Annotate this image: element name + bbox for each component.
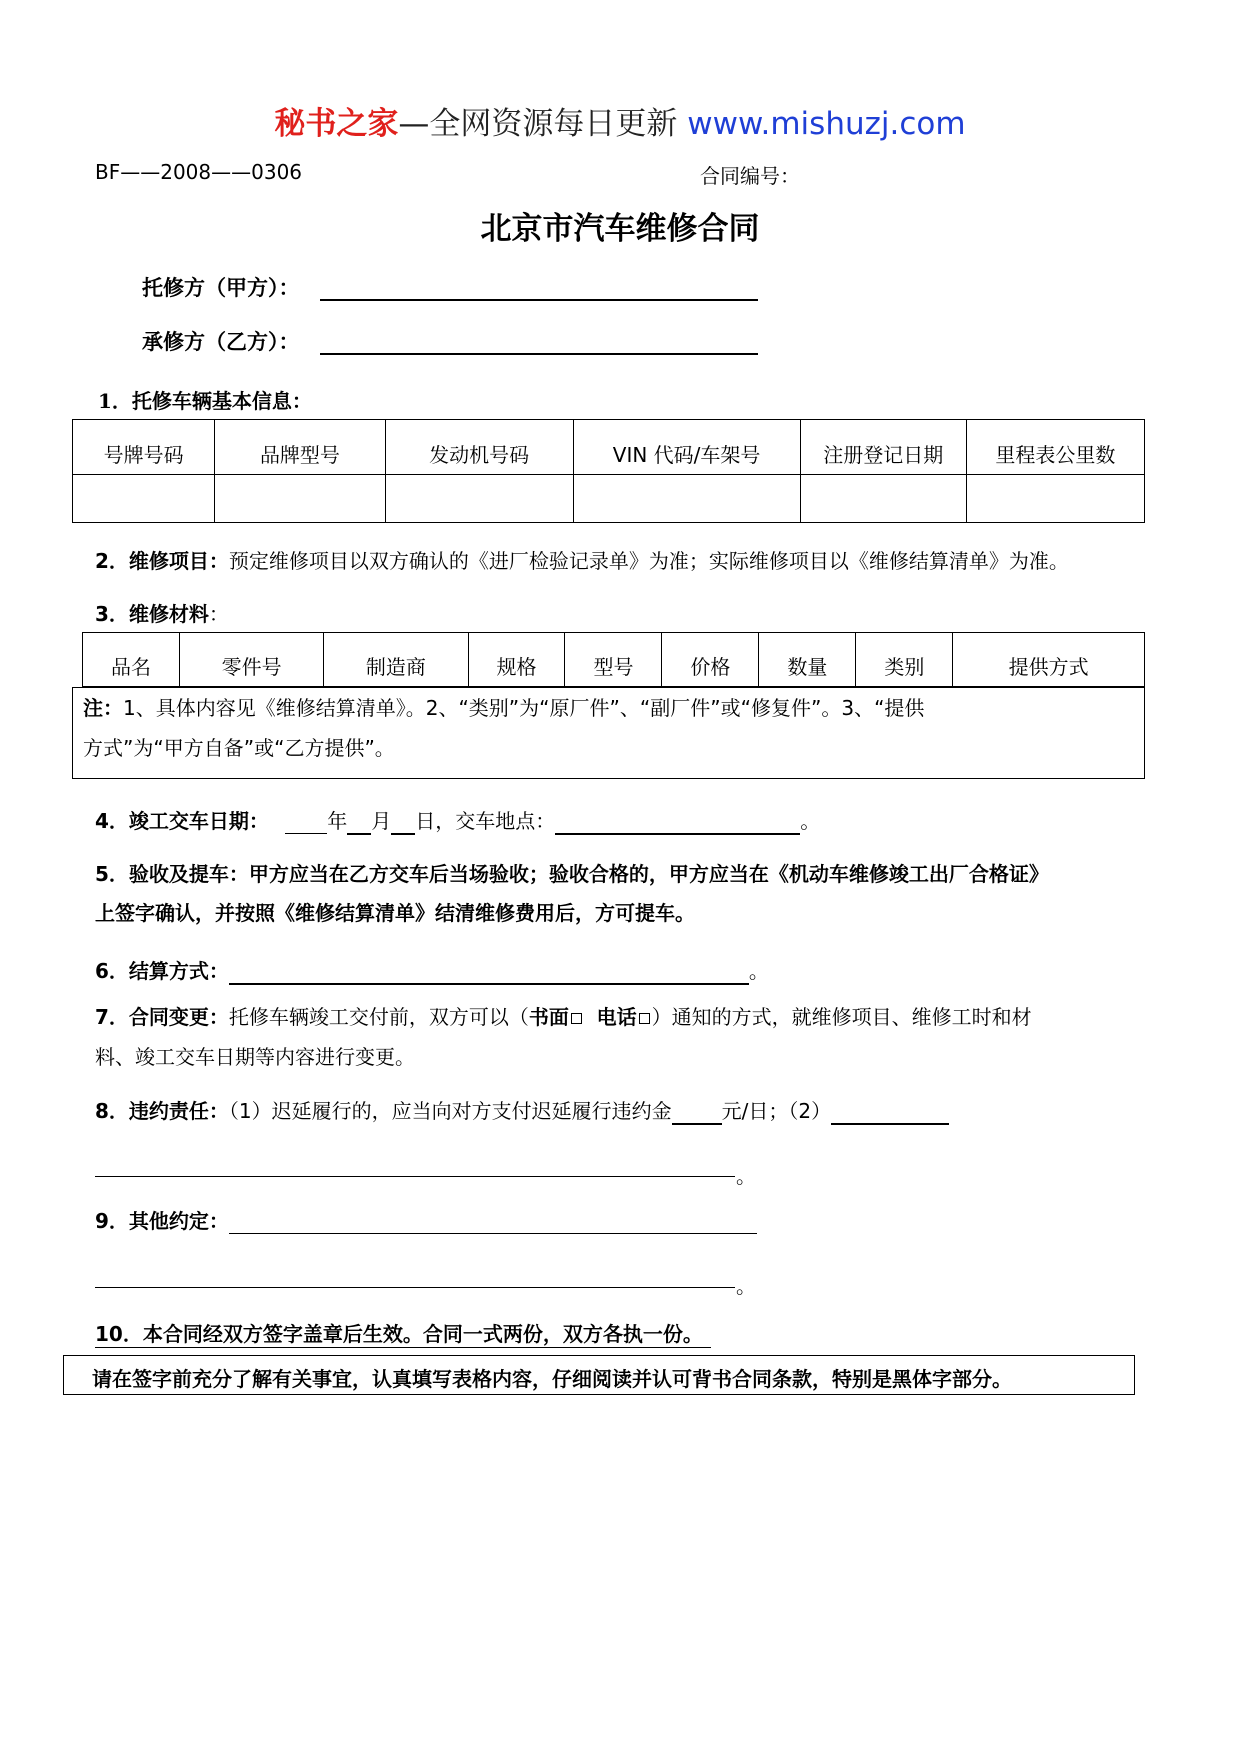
year-field[interactable]: [285, 809, 327, 834]
settlement-section: 6．结算方式： 。: [95, 959, 769, 983]
party-b-field[interactable]: [320, 353, 758, 355]
vehicle-info-table: [72, 419, 1145, 523]
penalty-amount-field[interactable]: [672, 1099, 722, 1125]
breach-section: 8．违约责任：（1）迟延履行的，应当向对方支付迟延履行违约金 元/日；（2）: [95, 1095, 949, 1125]
document-code: BF——2008——0306: [95, 160, 303, 184]
materials-table: [82, 632, 1145, 687]
contract-change-line1: 7．合同变更：托修车辆竣工交付前，双方可以（书面 电话 ）通知的方式，就维修项目、维修工时和材: [95, 1005, 1032, 1029]
other-terms-continuation-field[interactable]: [95, 1287, 735, 1288]
table-header: 数量: [759, 633, 856, 687]
other-terms-section: 9．其他约定：: [95, 1205, 757, 1234]
table-header: 品名: [83, 633, 180, 687]
day-field[interactable]: [391, 809, 415, 835]
repair-items-section: 2．维修项目：预定维修项目以双方确认的《进厂检验记录单》为准；实际维修项目以《维修结算清单》为准。: [95, 549, 1069, 573]
acceptance-line1: 5．验收及提车：甲方应当在乙方交车后当场验收；验收合格的，甲方应当在《机动车维修竣工出厂合格证》: [95, 862, 1049, 886]
table-header: 号牌号码: [73, 420, 215, 475]
table-cell-input[interactable]: [573, 475, 800, 523]
materials-header-row: [83, 633, 1145, 687]
party-a-field[interactable]: [320, 299, 758, 301]
table-header: 规格: [468, 633, 565, 687]
table-header: 提供方式: [953, 633, 1145, 687]
signing-notice-text: 请在签字前充分了解有关事宜，认真填写表格内容，仔细阅读并认可背书合同条款，特别是黑体字部分。: [92, 1367, 1012, 1391]
effectiveness-clause: 10．本合同经双方签字盖章后生效。合同一式两份，双方各执一份。: [95, 1318, 711, 1348]
table-cell-input[interactable]: [73, 475, 215, 523]
materials-note-line1: 注：1、具体内容见《维修结算清单》。2、“类别”为“原厂件”、“副厂件”或“修复件”。3、“提供: [83, 696, 925, 720]
materials-note-line2: 方式”为“甲方自备”或“乙方提供”。: [83, 736, 395, 760]
vehicle-info-label: 1．托修车辆基本信息：: [98, 389, 312, 413]
party-b-label: 承修方（乙方）：: [142, 330, 300, 354]
signing-notice-box: [63, 1355, 1135, 1395]
vehicle-info-header-row: [73, 420, 1145, 475]
contract-number-label: 合同编号：: [700, 164, 800, 188]
other-terms-field[interactable]: [229, 1209, 757, 1234]
document-title: 北京市汽车维修合同: [480, 211, 760, 247]
completion-date-section: 4．竣工交车日期： 年 月 日，交车地点： 。: [95, 809, 821, 833]
table-cell-input[interactable]: [385, 475, 573, 523]
table-header: 价格: [662, 633, 759, 687]
site-banner: [0, 104, 1240, 144]
table-cell-input[interactable]: [966, 475, 1144, 523]
phone-checkbox[interactable]: [639, 1013, 650, 1024]
materials-note-box: [72, 687, 1145, 779]
table-header: 零件号: [179, 633, 323, 687]
settlement-field[interactable]: [229, 959, 749, 985]
contract-change-line2: 料、竣工交车日期等内容进行变更。: [95, 1045, 415, 1069]
table-cell-input[interactable]: [215, 475, 385, 523]
table-header: 品牌型号: [215, 420, 385, 475]
materials-label: 3．维修材料：: [95, 602, 229, 626]
table-header: VIN 代码/车架号: [573, 420, 800, 475]
delivery-place-field[interactable]: [555, 809, 800, 835]
vehicle-info-input-row: [73, 475, 1145, 523]
breach-other-field[interactable]: [831, 1099, 949, 1125]
other-terms-end-mark: 。: [736, 1274, 756, 1298]
banner-brand: 秘书之家: [274, 106, 399, 142]
party-a-label: 托修方（甲方）：: [142, 276, 300, 300]
banner-url-link[interactable]: www.mishuzj.com: [687, 106, 966, 142]
table-header: 里程表公里数: [966, 420, 1144, 475]
table-header: 注册登记日期: [800, 420, 966, 475]
written-checkbox[interactable]: [571, 1013, 582, 1024]
table-header: 发动机号码: [385, 420, 573, 475]
month-field[interactable]: [347, 809, 371, 835]
table-header: 制造商: [324, 633, 468, 687]
breach-end-mark: 。: [736, 1164, 756, 1188]
table-cell-input[interactable]: [800, 475, 966, 523]
breach-continuation-field[interactable]: [95, 1176, 735, 1177]
table-header: 类别: [856, 633, 953, 687]
acceptance-line2: 上签字确认，并按照《维修结算清单》结清维修费用后，方可提车。: [95, 901, 695, 925]
banner-slogan: —全网资源每日更新: [398, 106, 688, 142]
table-header: 型号: [565, 633, 662, 687]
